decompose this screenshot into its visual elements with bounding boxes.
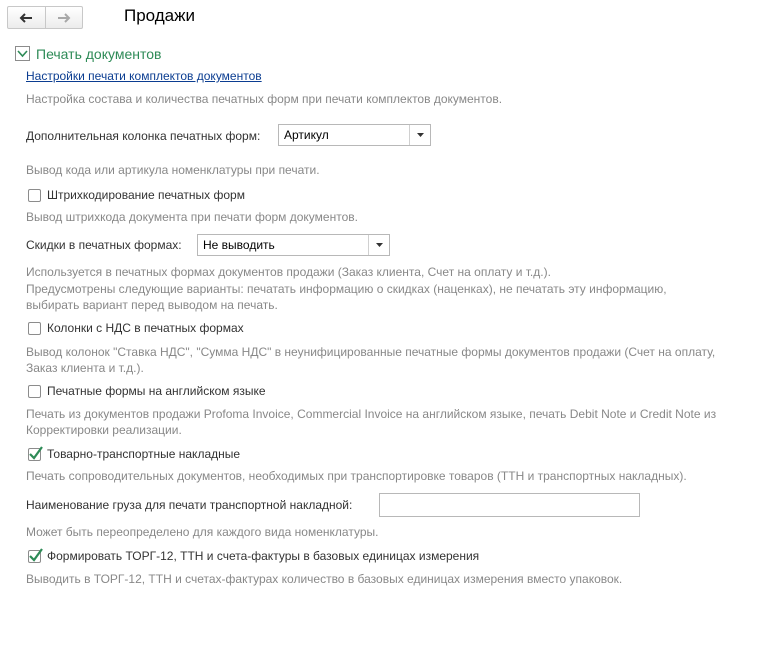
english-forms-checkbox[interactable] [28, 385, 41, 398]
back-button[interactable] [8, 7, 45, 28]
print-settings-desc: Настройка состава и количества печатных форм при печати комплектов документов. [26, 92, 503, 106]
forward-button[interactable] [45, 7, 83, 28]
cargo-name-desc: Может быть переопределено для каждого вида номенклатуры. [26, 525, 379, 539]
cargo-name-input[interactable] [379, 493, 640, 517]
discounts-label: Скидки в печатных формах: [26, 238, 182, 252]
vat-columns-desc-line-1: Вывод колонок "Ставка НДС", "Сумма НДС" в неунифицированные печатные формы документов продажи (Счет на оплату, [26, 345, 716, 359]
base-units-label[interactable]: Формировать ТОРГ-12, ТТН и счета-фактуры в базовых единицах измерения [47, 549, 480, 563]
arrow-right-icon [57, 13, 71, 23]
checkmark-icon [28, 446, 43, 461]
nav-buttons [7, 6, 83, 29]
discounts-desc-line-2: Предусмотрены следующие варианты: печатать информацию о скидках (наценках), не печатать эту информацию, [26, 282, 667, 296]
dropdown-button[interactable] [409, 125, 430, 145]
group-title[interactable]: Печать документов [36, 46, 162, 62]
barcode-label[interactable]: Штрихкодирование печатных форм [47, 188, 245, 202]
arrow-left-icon [19, 13, 33, 23]
vat-columns-label[interactable]: Колонки с НДС в печатных формах [47, 321, 244, 335]
extra-column-select[interactable] [278, 124, 431, 146]
extra-column-value: Артикул [284, 128, 329, 142]
discounts-select[interactable] [197, 234, 390, 256]
chevron-down-icon [16, 47, 29, 60]
english-forms-label[interactable]: Печатные формы на английском языке [47, 384, 266, 398]
extra-column-label: Дополнительная колонка печатных форм: [26, 129, 261, 143]
english-forms-desc-line-1: Печать из документов продажи Profoma Invoice, Commercial Invoice на английском языке, печать Debit Note и Credit Note из [26, 407, 717, 421]
waybills-label[interactable]: Товарно-транспортные накладные [47, 447, 241, 461]
waybills-checkbox[interactable] [28, 448, 41, 461]
discounts-desc-line-3: выбирать вариант перед выводом на печать. [26, 298, 278, 312]
checkmark-icon [28, 548, 43, 563]
dropdown-arrow-icon [376, 243, 383, 247]
print-settings-link[interactable]: Настройки печати комплектов документов [26, 69, 262, 83]
barcode-checkbox[interactable] [28, 189, 41, 202]
extra-column-desc: Вывод кода или артикула номенклатуры при печати. [26, 163, 320, 177]
group-collapse-toggle[interactable] [15, 46, 30, 61]
cargo-name-label: Наименование груза для печати транспортной накладной: [26, 498, 353, 512]
base-units-checkbox[interactable] [28, 550, 41, 563]
page-title: Продажи [124, 6, 195, 25]
discounts-value: Не выводить [203, 238, 275, 252]
base-units-desc: Выводить в ТОРГ-12, ТТН и счетах-фактурах количество в базовых единицах измерения вместо упаковок. [26, 572, 623, 586]
vat-columns-desc-line-2: Заказ клиента и т.д.). [26, 361, 144, 375]
dropdown-arrow-icon [417, 133, 424, 137]
vat-columns-checkbox[interactable] [28, 322, 41, 335]
dropdown-button[interactable] [368, 235, 389, 255]
waybills-desc: Печать сопроводительных документов, необходимых при транспортировке товаров (ТТН и транспортных накладных). [26, 469, 687, 483]
barcode-desc: Вывод штрихкода документа при печати форм документов. [26, 210, 358, 224]
english-forms-desc-line-2: Корректировки реализации. [26, 423, 182, 437]
discounts-desc-line-1: Используется в печатных формах документов продажи (Заказ клиента, Счет на оплату и т.д.). [26, 265, 551, 279]
